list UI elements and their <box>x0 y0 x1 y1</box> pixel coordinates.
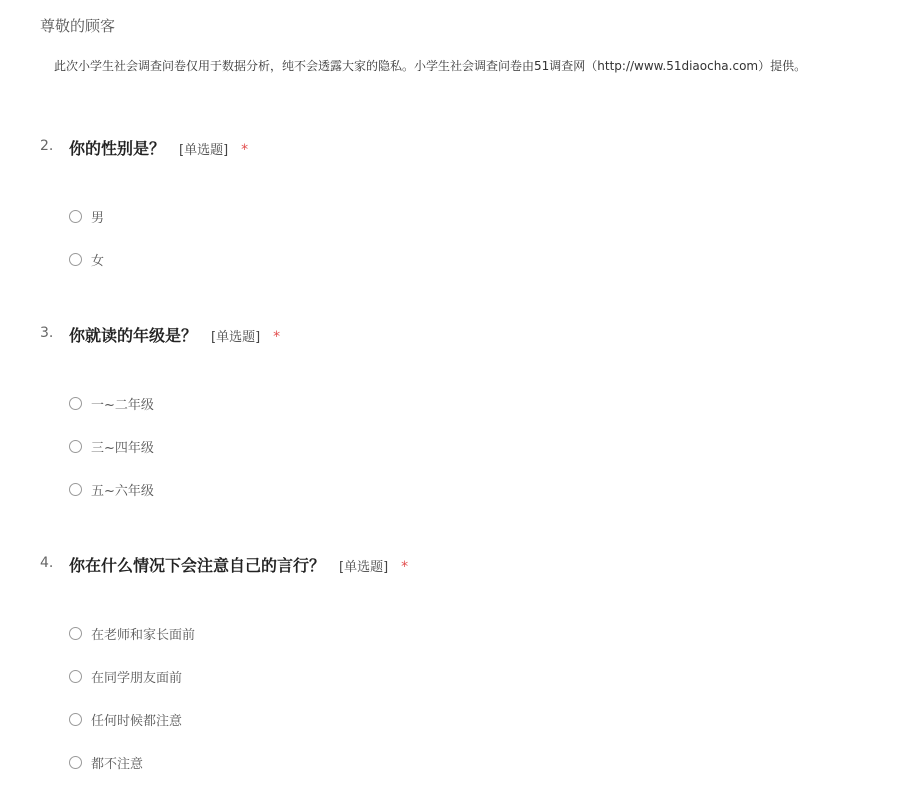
question-type-label: [单选题] <box>211 330 261 345</box>
option-teachers-parents[interactable] <box>69 624 195 642</box>
question-number: 2. <box>40 138 54 154</box>
option-grade-5-6[interactable] <box>69 480 154 498</box>
question-title-row <box>69 136 248 159</box>
option-label: 一~二年级 <box>91 397 154 413</box>
radio-circle-icon[interactable] <box>69 627 82 640</box>
radio-circle-icon[interactable] <box>69 210 82 223</box>
question-number: 3. <box>40 325 54 341</box>
option-never[interactable] <box>69 753 143 771</box>
question-title-row <box>69 323 280 346</box>
option-classmates-friends[interactable] <box>69 667 182 685</box>
option-label: 任何时候都注意 <box>91 713 183 729</box>
radio-circle-icon[interactable] <box>69 397 82 410</box>
option-label: 在老师和家长面前 <box>91 627 196 643</box>
option-label: 三~四年级 <box>91 440 154 456</box>
question-number: 4. <box>40 555 54 571</box>
question-header <box>0 553 900 575</box>
radio-circle-icon[interactable] <box>69 756 82 769</box>
survey-intro: 此次小学生社会调查问卷仅用于数据分析，纯不会透露大家的隐私。小学生社会调查问卷由51调查网（http://www.51diaocha.com）提供。 <box>54 59 807 73</box>
survey-greeting: 尊敬的顾客 <box>40 17 116 35</box>
option-always[interactable] <box>69 710 182 728</box>
radio-circle-icon[interactable] <box>69 440 82 453</box>
radio-circle-icon[interactable] <box>69 713 82 726</box>
question-type-label: [单选题] <box>179 143 229 158</box>
required-mark: * <box>241 142 249 158</box>
question-title: 你在什么情况下会注意自己的言行？ <box>69 556 326 575</box>
required-mark: * <box>273 329 281 345</box>
question-type-label: [单选题] <box>339 560 389 575</box>
option-grade-1-2[interactable] <box>69 394 154 412</box>
question-title: 你的性别是？ <box>69 139 166 158</box>
option-label: 都不注意 <box>91 756 144 772</box>
option-label: 在同学朋友面前 <box>91 670 183 686</box>
radio-circle-icon[interactable] <box>69 670 82 683</box>
option-label: 女 <box>91 253 105 269</box>
question-title: 你就读的年级是？ <box>69 326 198 345</box>
radio-circle-icon[interactable] <box>69 253 82 266</box>
option-grade-3-4[interactable] <box>69 437 154 455</box>
option-label: 男 <box>91 210 105 226</box>
option-label: 五~六年级 <box>91 483 154 499</box>
option-female[interactable] <box>69 250 104 268</box>
option-male[interactable] <box>69 207 104 225</box>
radio-circle-icon[interactable] <box>69 483 82 496</box>
question-title-row <box>69 553 408 576</box>
question-header <box>0 323 900 345</box>
question-header <box>0 136 900 158</box>
required-mark: * <box>401 559 409 575</box>
